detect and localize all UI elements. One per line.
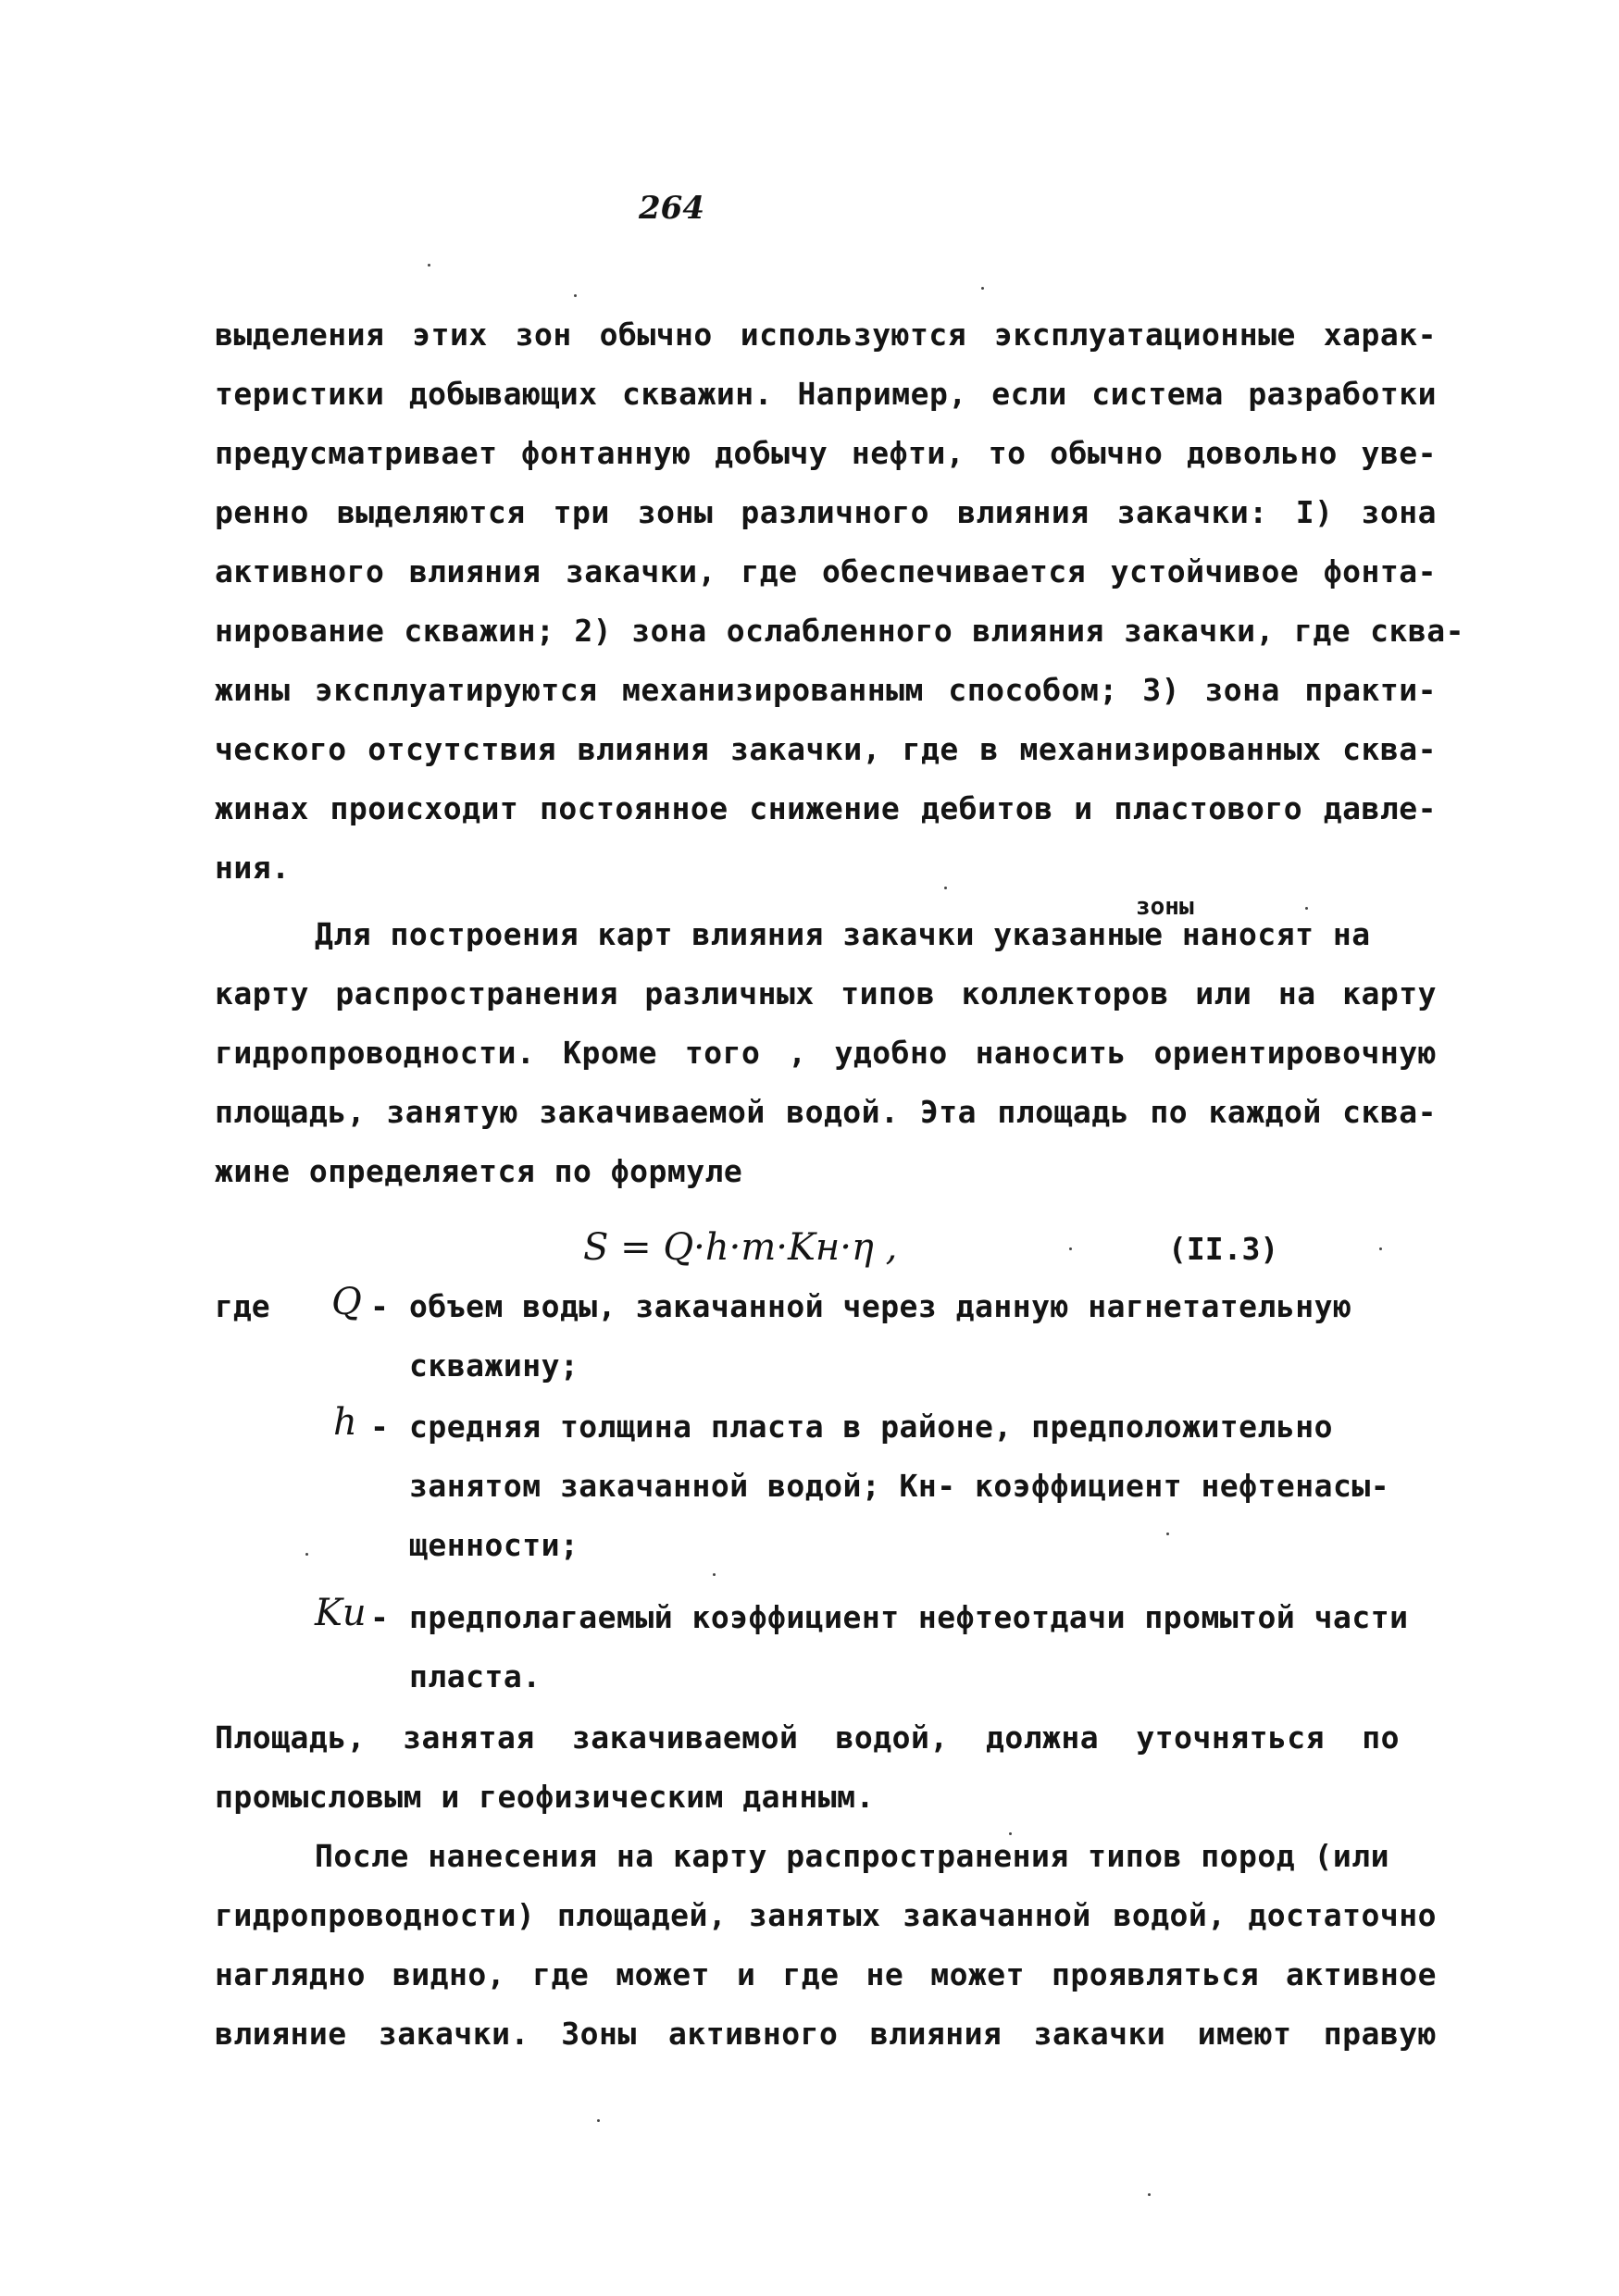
symbol-q: Q (331, 1281, 362, 1323)
definition-dash: - (370, 1409, 389, 1445)
definition-line: щенности; (409, 1527, 579, 1563)
handwritten-insert-note: зоны (1136, 893, 1194, 921)
definition-line: объем воды, закачанной через данную нагнетательную (409, 1288, 1352, 1324)
symbol-h: h (333, 1401, 357, 1444)
text-line: карту распространения различных типов коллекторов или на карту (215, 975, 1437, 1011)
definition-line: скважину; (409, 1347, 579, 1384)
text-line: Площадь, занятая закачиваемой водой, должна уточняться по (215, 1719, 1400, 1756)
definition-line: предполагаемый коэффициент нефтеотдачи промытой части (409, 1599, 1409, 1635)
text-line: После нанесения на карту распространения типов пород (или (315, 1838, 1389, 1874)
scan-speck (981, 287, 984, 290)
definition-line: пласта. (409, 1658, 542, 1694)
text-line: предусматривает фонтанную добычу нефти, то обычно довольно уве- (215, 435, 1437, 471)
text-line: промысловым и геофизическим данным. (215, 1779, 875, 1815)
text-line: наглядно видно, где может и где не может проявляться активное (215, 1956, 1437, 1992)
text-line: теристики добывающих скважин. Например, если система разработки (215, 376, 1437, 412)
text-line: ренно выделяются три зоны различного влияния закачки: I) зона (215, 494, 1437, 530)
text-line: влияние закачки. Зоны активного влияния закачки имеют правую (215, 2016, 1437, 2052)
definition-dash: - (370, 1599, 389, 1635)
text-line: площадь, занятую закачиваемой водой. Эта площадь по каждой сква- (215, 1094, 1437, 1130)
scan-speck (428, 264, 430, 267)
page-number: 264 (639, 190, 704, 227)
symbol-k: Kи (315, 1592, 367, 1634)
scan-speck (944, 887, 947, 889)
text-line: гидропроводности) площадей, занятых закачанной водой, достаточно (215, 1897, 1437, 1933)
scan-speck (574, 294, 577, 297)
scan-speck (597, 2119, 600, 2122)
scan-speck (1148, 2193, 1151, 2196)
text-line: жинах происходит постоянное снижение дебитов и пластового давле- (215, 790, 1437, 826)
formula: S = Q·h·m·Kн·η , (583, 1226, 898, 1269)
text-line: активного влияния закачки, где обеспечивается устойчивое фонта- (215, 553, 1437, 590)
text-line: ния. (215, 850, 291, 886)
scan-speck (1166, 1533, 1169, 1535)
text-line: жине определяется по формуле (215, 1153, 743, 1189)
definition-line: средняя толщина пласта в районе, предположительно (409, 1409, 1334, 1445)
text-line: нирование скважин; 2) зона ослабленного влияния закачки, где сква- (215, 613, 1464, 649)
scan-speck (1379, 1247, 1382, 1250)
text-line: ческого отсутствия влияния закачки, где в механизированных сква- (215, 731, 1437, 767)
scan-speck (1069, 1247, 1072, 1250)
definition-line: занятом закачанной водой; Kн- коэффициент нефтенасы- (409, 1468, 1390, 1504)
text-line: жины эксплуатируются механизированным способом; 3) зона практи- (215, 672, 1437, 708)
text-line: гидропроводности. Кроме того , удобно наносить ориентировочную (215, 1035, 1437, 1071)
text-line: выделения этих зон обычно используются эксплуатационные харак- (215, 316, 1437, 353)
text-line: Для построения карт влияния закачки указанные наносят на (315, 916, 1371, 952)
scan-speck (713, 1573, 716, 1576)
formula-number: (II.3) (1168, 1231, 1279, 1267)
scan-speck (1009, 1832, 1012, 1835)
scan-speck (1305, 907, 1308, 910)
definition-dash: - (370, 1288, 389, 1324)
scan-speck (305, 1553, 308, 1556)
definitions-intro: где (215, 1288, 270, 1324)
